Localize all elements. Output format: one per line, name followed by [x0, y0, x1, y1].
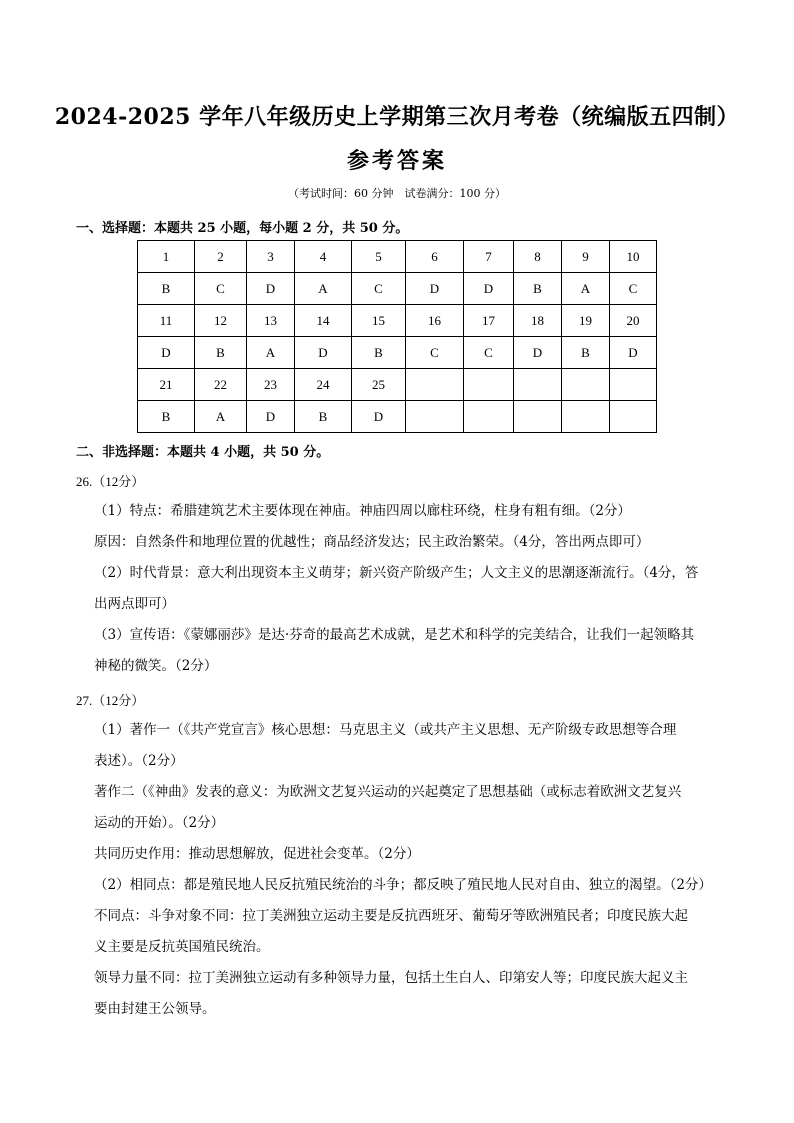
question-number-cell: 13: [247, 305, 295, 337]
question-number-cell: [562, 369, 610, 401]
answer-line: 表述）。（2分）: [94, 753, 184, 769]
question-number-cell: 17: [464, 305, 514, 337]
section2-heading: 二、非选择题：本题共 4 小题，共 50 分。: [76, 445, 330, 460]
question-number-cell: 23: [247, 369, 295, 401]
question-27-answer: [94, 715, 728, 1025]
answer-cell: D: [247, 401, 295, 433]
answer-cell: [464, 401, 514, 433]
answer-cell: B: [514, 273, 562, 305]
answer-cell: [514, 401, 562, 433]
question-number-cell: [610, 369, 657, 401]
answer-line: 领导力量不同：拉丁美洲独立运动有多种领导力量，包括土生白人、印第安人等；印度民族大起义主: [94, 970, 688, 986]
question-number-cell: 25: [352, 369, 406, 401]
answer-line: 要由封建王公领导。: [94, 1001, 216, 1017]
answer-line: （2）时代背景：意大利出现资本主义萌芽；新兴资产阶级产生；人文主义的思潮逐渐流行。（4分，答: [94, 565, 699, 581]
answer-cell: D: [138, 337, 195, 369]
question-number-cell: 1: [138, 241, 195, 273]
answer-cell: D: [352, 401, 406, 433]
answer-cell: C: [352, 273, 406, 305]
answer-cell: D: [295, 337, 352, 369]
question-number-cell: 10: [610, 241, 657, 273]
question-number-cell: 24: [295, 369, 352, 401]
question-number-cell: [464, 369, 514, 401]
question-number-cell: 22: [195, 369, 247, 401]
answer-cell: D: [406, 273, 464, 305]
answer-cell: B: [352, 337, 406, 369]
question-26-answer: [94, 496, 728, 682]
answer-cell: [610, 401, 657, 433]
answer-line: 原因：自然条件和地理位置的优越性；商品经济发达；民主政治繁荣。（4分，答出两点即可）: [94, 534, 650, 550]
answer-line: 神秘的微笑。（2分）: [94, 658, 218, 674]
page-subtitle: 参考答案: [346, 148, 447, 174]
answer-line: 出两点即可）: [94, 596, 175, 612]
question-number-row: [138, 369, 657, 401]
answer-line: （1）特点：希腊建筑艺术主要体现在神庙。神庙四周以廊柱环绕，柱身有粗有细。（2分）: [94, 503, 631, 519]
question-number-row: [138, 241, 657, 273]
answer-table: [137, 240, 657, 433]
answer-cell: B: [295, 401, 352, 433]
question-26-label: 26.（12分）: [76, 474, 145, 489]
answer-cell: B: [195, 337, 247, 369]
answer-line: 运动的开始）。（2分）: [94, 815, 225, 831]
answer-cell: A: [562, 273, 610, 305]
question-number-cell: 15: [352, 305, 406, 337]
question-number-cell: 9: [562, 241, 610, 273]
answer-cell: A: [295, 273, 352, 305]
answer-cell: B: [138, 273, 195, 305]
answer-row: [138, 401, 657, 433]
question-number-cell: 6: [406, 241, 464, 273]
answer-cell: B: [138, 401, 195, 433]
question-number-cell: 16: [406, 305, 464, 337]
answer-line: 著作二（《神曲》发表的意义：为欧洲文艺复兴运动的兴起奠定了思想基础（或标志着欧洲文艺复兴: [94, 784, 682, 800]
question-number-cell: 4: [295, 241, 352, 273]
answer-cell: C: [464, 337, 514, 369]
answer-cell: A: [195, 401, 247, 433]
answer-line: 共同历史作用：推动思想解放，促进社会变革。（2分）: [94, 846, 420, 862]
answer-cell: D: [247, 273, 295, 305]
question-number-cell: 18: [514, 305, 562, 337]
answer-row: [138, 273, 657, 305]
answer-cell: [406, 401, 464, 433]
answer-line: 义主要是反抗英国殖民统治。: [94, 939, 270, 955]
question-number-cell: [514, 369, 562, 401]
question-number-cell: 11: [138, 305, 195, 337]
answer-line: （2）相同点：都是殖民地人民反抗殖民统治的斗争；都反映了殖民地人民对自由、独立的渴望。（2分）: [94, 877, 712, 893]
answer-cell: D: [514, 337, 562, 369]
answer-cell: C: [610, 273, 657, 305]
answer-cell: B: [562, 337, 610, 369]
page-title: 2024-2025 学年八年级历史上学期第三次月考卷（统编版五四制）: [54, 104, 740, 130]
answer-cell: A: [247, 337, 295, 369]
question-number-cell: [406, 369, 464, 401]
answer-cell: D: [464, 273, 514, 305]
question-number-cell: 12: [195, 305, 247, 337]
question-number-cell: 7: [464, 241, 514, 273]
question-number-row: [138, 305, 657, 337]
question-number-cell: 14: [295, 305, 352, 337]
answer-line: 不同点：斗争对象不同：拉丁美洲独立运动主要是反抗西班牙、葡萄牙等欧洲殖民者；印度民族大起: [94, 908, 688, 924]
question-number-cell: 8: [514, 241, 562, 273]
answer-row: [138, 337, 657, 369]
question-number-cell: 2: [195, 241, 247, 273]
question-number-cell: 20: [610, 305, 657, 337]
question-number-cell: 3: [247, 241, 295, 273]
question-number-cell: 21: [138, 369, 195, 401]
exam-info: （考试时间：60 分钟 试卷满分：100 分）: [288, 187, 506, 200]
answer-cell: C: [195, 273, 247, 305]
question-27-label: 27.（12分）: [76, 693, 145, 708]
question-number-cell: 19: [562, 305, 610, 337]
answer-cell: D: [610, 337, 657, 369]
answer-cell: [562, 401, 610, 433]
answer-cell: C: [406, 337, 464, 369]
question-number-cell: 5: [352, 241, 406, 273]
section1-heading: 一、选择题：本题共 25 小题，每小题 2 分，共 50 分。: [76, 221, 409, 236]
answer-line: （3）宣传语：《蒙娜丽莎》是达·芬奇的最高艺术成就，是艺术和科学的完美结合，让我们一起领略其: [94, 627, 695, 643]
answer-line: （1）著作一（《共产党宣言》核心思想：马克思主义（或共产主义思想、无产阶级专政思想等合理: [94, 722, 677, 738]
